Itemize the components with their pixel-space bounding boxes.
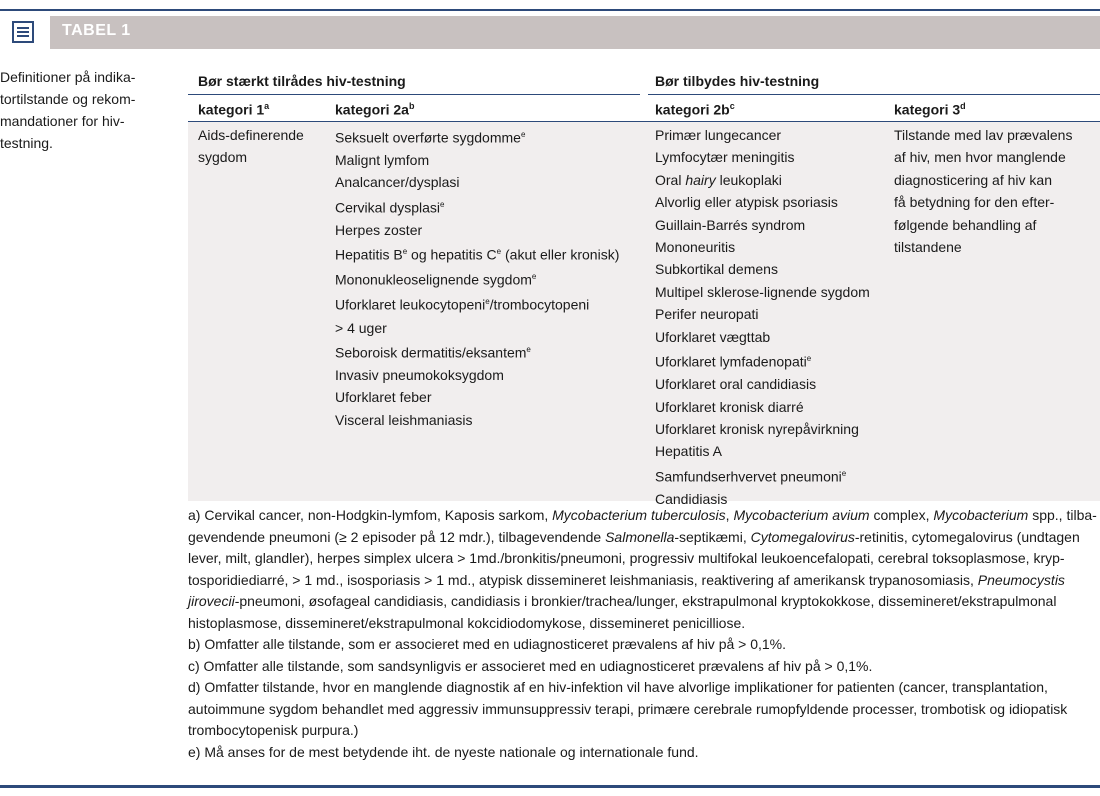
- cell-text: følgende behandling af: [894, 216, 1037, 233]
- cell-text: Aids-definerende: [198, 127, 304, 143]
- table-cell-item: [655, 418, 870, 440]
- cell-text: Multipel sklerose-lignende sygdom: [655, 283, 870, 300]
- footnote-e: [188, 742, 1100, 764]
- footnote-line: [188, 570, 1100, 592]
- table-cell-item: [894, 191, 1072, 213]
- italic-text: Pneumocystis: [977, 571, 1065, 588]
- cell-text: c) Omfatter alle tilstande, som sandsynligvis er associeret med en udiagnosticeret prævalens af hiv på > 0,1%.: [188, 657, 873, 674]
- cell-text: Lymfocytær meningitis: [655, 149, 795, 166]
- column-header-kategori-2b: kategori $2b^c$: [655, 101, 735, 118]
- header-rule: [188, 121, 1100, 122]
- table-cell-item: [655, 236, 870, 258]
- table-cell-item: [894, 146, 1072, 168]
- table-cell-item: [335, 339, 619, 364]
- footnote-line: [188, 591, 1100, 613]
- caption-line: mandationer for hiv-: [0, 113, 125, 129]
- cell-text: a) Cervikal cancer, non-Hodgkin-lymfom, Kaposis sarkom,: [188, 507, 553, 523]
- footnote-line: [188, 527, 1100, 549]
- cell-text: spp., tilba-: [1028, 507, 1097, 523]
- cell-text: trombocytopenisk purpura.): [188, 722, 359, 738]
- table-cell-item: [894, 169, 1072, 191]
- table-cell-item: [655, 258, 870, 280]
- cell-text: Uforklaret lymfadenopati: [655, 353, 807, 370]
- table-cell-item: [655, 191, 870, 213]
- footnote-marker: e: [806, 354, 812, 364]
- table-cell-item: [655, 214, 870, 236]
- table-cell-item: [335, 124, 619, 149]
- cell-text: Mononeuritis: [655, 239, 736, 256]
- table-cell-item: [335, 317, 619, 339]
- cell-text: ,: [725, 507, 734, 523]
- cell-text: Uforklaret feber: [335, 389, 432, 406]
- table-cell-item: [198, 124, 304, 146]
- footnote-line: [188, 677, 1100, 699]
- group-heading-offered: Bør tilbydes hiv-testning: [655, 73, 820, 89]
- cell-text: Cervikal dysplasi: [335, 199, 441, 216]
- cell-text: diagnosticering af hiv kan: [894, 171, 1052, 188]
- top-rule: [0, 9, 1100, 11]
- footnote-marker: e: [440, 199, 445, 209]
- cell-text: Mononukleoselignende sygdom: [335, 272, 532, 289]
- cell-text: Invasiv pneumokoksygdom: [335, 367, 504, 383]
- italic-text: jirovecii: [188, 593, 235, 609]
- cell-text: gevendende pneumoni (≥ 2 episoder på 12 mdr.), tilbagevendende: [188, 528, 606, 545]
- cell-text: Malignt lymfom: [335, 152, 430, 169]
- document-icon: [0, 16, 50, 49]
- bottom-rule: [0, 785, 1100, 788]
- footnote-line: [188, 505, 1100, 527]
- table: [188, 66, 1100, 507]
- table-cell-item: [655, 124, 870, 146]
- table-cell-item: [335, 149, 619, 171]
- cell-text: histoplasmose, dissemineret/ekstrapulmonal kokcidiodomykose, dissemineret penicilliose.: [188, 614, 746, 631]
- cell-text: Uforklaret kronisk nyrepåvirkning: [655, 420, 859, 437]
- footnote-line: [188, 656, 1100, 678]
- cell-text: lever, milt, glandler), herpes simplex ulcera > 1md./bronkitis/pneumoni, progressiv multifokal leukoencefalopati, cerebral toksoplasmose, kryp-: [188, 550, 1065, 566]
- group-heading-strongly-recommended: Bør stærkt tilrådes hiv-testning: [198, 73, 406, 89]
- cell-text: -retinitis, cytomegalovirus (undtagen: [854, 528, 1080, 545]
- table-cell-item: [335, 386, 619, 408]
- cell-text: Tilstande med lav prævalens: [894, 127, 1073, 143]
- cell-text: og hepatitis C: [407, 247, 497, 263]
- cell-text: -septikæmi,: [674, 528, 751, 545]
- footnote-marker: e: [841, 468, 847, 478]
- column-header-kategori-3: kategori 3$^d$: [894, 101, 966, 118]
- italic-text: Cytomegalovirus: [750, 528, 855, 545]
- cell-text: tilstandene: [894, 239, 962, 256]
- italic-text: Salmonella: [605, 528, 675, 545]
- table-cell-item: [335, 409, 619, 431]
- table-cell-item: [335, 219, 619, 241]
- cell-text: af hiv, men hvor manglende: [894, 149, 1066, 166]
- table-title: TABEL 1: [62, 22, 131, 39]
- footnotes: [188, 505, 1100, 763]
- column-header-kategori-2a: kategori $2a^b$: [335, 101, 415, 118]
- column-kategori-1: [198, 124, 304, 169]
- cell-text: leukoplaki: [715, 171, 782, 188]
- table-cell-item: [655, 326, 870, 348]
- footnote-line: [188, 699, 1100, 721]
- group-rule: [188, 94, 640, 95]
- cell-text: b) Omfatter alle tilstande, som er associeret med en udiagnosticeret prævalens af hiv på > 0,1%.: [188, 636, 787, 652]
- table-cell-item: [655, 440, 870, 462]
- cell-text: Perifer neuropati: [655, 306, 759, 323]
- footnote-marker: e: [485, 297, 490, 307]
- italic-text: hairy: [685, 171, 716, 188]
- cell-text: Analcancer/dysplasi: [335, 174, 460, 191]
- cell-text: e) Må anses for de mest betydende iht. de nyeste nationale og internationale fund.: [188, 743, 699, 760]
- footnote-line: [188, 720, 1100, 742]
- table-cell-item: [894, 214, 1072, 236]
- cell-text: -pneumoni, øsofageal candidiasis, candidiasis i bronkier/trachea/lunger, ekstrapulmonal kryptokokkose, dissemineret/ekstrapulmonal: [234, 593, 1057, 609]
- cell-text: (akut eller kronisk): [501, 247, 620, 263]
- cell-text: Uforklaret vægttab: [655, 328, 771, 345]
- cell-text: Guillain-Barrés syndrom: [655, 216, 806, 233]
- italic-text: Mycobacterium avium: [733, 507, 870, 523]
- cell-text: Hepatitis A: [655, 443, 722, 460]
- cell-text: d) Omfatter tilstande, hvor en manglende diagnostik af en hiv-infektion vil have alvorlige implikationer for patienten (cancer, transplantation,: [188, 679, 1048, 695]
- cell-text: Subkortikal demens: [655, 261, 778, 278]
- table-cell-item: [335, 194, 619, 219]
- table-cell-item: [335, 266, 619, 291]
- footnote-line: [188, 548, 1100, 570]
- cell-text: Uforklaret oral candidiasis: [655, 376, 817, 393]
- column-header-kategori-1: kategori 1$^a$: [198, 101, 270, 118]
- cell-text: Hepatitis B: [335, 247, 403, 263]
- footnote-marker: e: [402, 247, 408, 257]
- cell-text: /trombocytopeni: [489, 297, 590, 314]
- table-cell-item: [655, 146, 870, 168]
- table-cell-item: [655, 463, 870, 488]
- cell-text: Samfundserhvervet pneumoni: [655, 468, 842, 485]
- cell-text: Uforklaret kronisk diarré: [655, 398, 804, 415]
- cell-text: Primær lungecancer: [655, 127, 782, 143]
- cell-text: få betydning for den efter-: [894, 194, 1055, 211]
- column-kategori-2b: [655, 124, 870, 510]
- table-cell-item: [655, 373, 870, 395]
- column-kategori-3: [894, 124, 1072, 258]
- footnote-d: [188, 677, 1100, 742]
- caption-line: testning.: [0, 135, 53, 151]
- footnote-a: [188, 505, 1100, 634]
- table-cell-item: [335, 291, 619, 316]
- table-cell-item: [655, 169, 870, 191]
- footnote-line: [188, 634, 1100, 656]
- table-cell-item: [655, 348, 870, 373]
- cell-text: autoimmune sygdom behandlet med aggressiv immunsuppressiv terapi, primære cerebrale rumopfyldende processer, trombotisk og idiopatisk: [188, 700, 1068, 717]
- column-kategori-2a: [335, 124, 619, 431]
- cell-text: Seboroisk dermatitis/eksantem: [335, 344, 527, 361]
- table-cell-item: [335, 364, 619, 386]
- italic-text: Mycobacterium tuberculosis: [552, 507, 726, 523]
- table-header-bar: [0, 16, 1100, 49]
- table-cell-item: [335, 171, 619, 193]
- cell-text: Visceral leishmaniasis: [335, 411, 473, 428]
- caption-line: Definitioner på indika-: [0, 69, 136, 85]
- cell-text: sygdom: [198, 149, 248, 166]
- cell-text: Oral: [655, 171, 686, 188]
- cell-text: Herpes zoster: [335, 221, 423, 238]
- table-caption: [0, 66, 160, 154]
- footnote-b: [188, 634, 1100, 656]
- table-cell-item: [655, 396, 870, 418]
- caption-line: tortilstande og rekom-: [0, 91, 136, 107]
- table-cell-item: [198, 146, 304, 168]
- table-cell-item: [655, 303, 870, 325]
- table-cell-item: [894, 124, 1072, 146]
- footnote-marker: e: [496, 247, 502, 257]
- table-cell-item: [655, 281, 870, 303]
- cell-text: complex,: [869, 507, 934, 523]
- footnote-line: [188, 613, 1100, 635]
- table-cell-item: [335, 241, 619, 266]
- footnote-marker: e: [520, 130, 526, 139]
- cell-text: Uforklaret leukocytopeni: [335, 297, 486, 314]
- cell-text: Candidiasis: [655, 490, 728, 507]
- cell-text: tosporidiediarré, > 1 md., isosporiasis > 1 md., atypisk dissemineret leishmaniasis, reaktivering af amerikansk trypanosomiasis,: [188, 571, 978, 588]
- cell-text: > 4 uger: [335, 319, 387, 336]
- italic-text: Mycobacterium: [933, 507, 1029, 523]
- table-cell-item: [894, 236, 1072, 258]
- footnote-c: [188, 656, 1100, 678]
- footnote-marker: e: [526, 344, 531, 354]
- footnote-marker: e: [531, 272, 537, 282]
- cell-text: Seksuelt overførte sygdomme: [335, 129, 521, 146]
- cell-text: Alvorlig eller atypisk psoriasis: [655, 194, 838, 211]
- group-rule: [648, 94, 1100, 95]
- footnote-line: [188, 742, 1100, 764]
